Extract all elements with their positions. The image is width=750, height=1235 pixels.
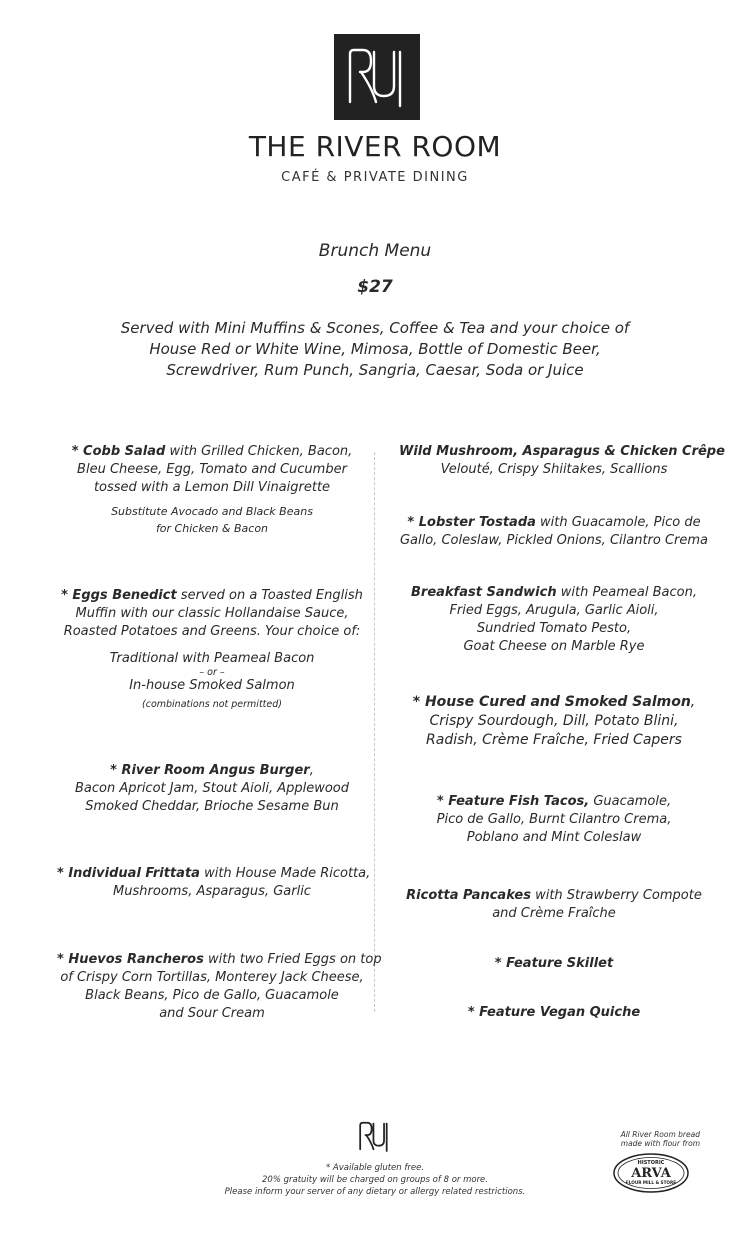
item-desc: with two Fried Eggs on top: [203, 952, 382, 967]
river-room-monogram-icon: [334, 34, 420, 120]
item-desc: of Crispy Corn Tortillas, Monterey Jack Cheese,: [60, 970, 364, 985]
item-name: * Huevos Rancheros: [57, 952, 204, 967]
item-desc: served on a Toasted English: [176, 588, 363, 603]
item-desc: Radish, Crème Fraîche, Fried Capers: [426, 732, 682, 748]
item-desc: Bacon Apricot Jam, Stout Aioli, Applewood: [74, 781, 350, 796]
menu-item-breakfast-sandwich: [399, 584, 709, 656]
item-desc: Gallo, Coleslaw, Pickled Onions, Cilantro Crema: [399, 533, 709, 548]
footer-note: 20% gratuity will be charged on groups of 8 or more.: [262, 1175, 488, 1185]
bread-source-note: [592, 1130, 700, 1148]
menu-item-eggs-benedict: [57, 587, 367, 713]
intro-line: House Red or White Wine, Mimosa, Bottle of Domestic Beer,: [149, 340, 601, 358]
footer-note: * Available gluten free.: [325, 1163, 425, 1173]
menu-item-feature-skillet: [399, 955, 709, 973]
item-desc: Velouté, Crispy Shiitakes, Scallions: [440, 462, 668, 477]
item-desc: Poblano and Mint Coleslaw: [466, 830, 642, 845]
item-option: Traditional with Peameal Bacon: [109, 651, 315, 666]
item-desc: Bleu Cheese, Egg, Tomato and Cucumber: [77, 462, 347, 477]
item-desc: Smoked Cheddar, Brioche Sesame Bun: [85, 799, 339, 814]
menu-item-smoked-salmon: * House Cured and Smoked Salmon, Crispy Sourdough, Dill, Potato Blini, Radish, Crème Fraîche, Fried Capers: [399, 693, 709, 750]
menu-item-cobb-salad: [57, 443, 367, 537]
column-divider: [374, 452, 375, 1012]
badge-sub-text: FLOUR MILL & STORE: [625, 1180, 677, 1185]
item-name: * Lobster Tostada: [407, 515, 536, 530]
item-desc: Fried Eggs, Arugula, Garlic Aioli,: [449, 603, 659, 618]
footer-notes: [200, 1162, 550, 1198]
badge-top-text: HISTORIC: [637, 1160, 665, 1166]
menu-title: Brunch Menu: [318, 241, 432, 261]
item-desc: Mushrooms, Asparagus, Garlic: [113, 884, 311, 899]
bread-note-line: All River Room bread: [620, 1130, 700, 1139]
item-name: * Individual Frittata: [57, 866, 200, 881]
item-name: * Cobb Salad: [71, 444, 166, 459]
intro-line: Screwdriver, Rum Punch, Sangria, Caesar, Soda or Juice: [166, 361, 584, 379]
item-name: * River Room Angus Burger: [110, 763, 310, 778]
item-desc: Goat Cheese on Marble Rye: [463, 639, 645, 654]
menu-item-vegan-quiche: [399, 1004, 709, 1022]
item-note: for Chicken & Bacon: [155, 522, 269, 535]
intro-line: Served with Mini Muffins & Scones, Coffee & Tea and your choice of: [120, 319, 630, 337]
item-desc: with Strawberry Compote: [530, 888, 702, 903]
item-desc: with Guacamole, Pico de: [535, 515, 701, 530]
item-option: In-house Smoked Salmon: [129, 678, 295, 693]
item-desc: with Grilled Chicken, Bacon,: [165, 444, 353, 459]
item-name: * Eggs Benedict: [61, 588, 177, 603]
menu-intro: [100, 318, 650, 381]
item-desc: and Sour Cream: [159, 1006, 265, 1021]
item-note: (combinations not permitted): [142, 699, 282, 710]
badge-name-text: ARVA: [631, 1166, 671, 1181]
bread-note-line: made with flour from: [620, 1139, 700, 1148]
footer-monogram-icon: [354, 1120, 392, 1152]
menu-item-crepe: [399, 443, 725, 479]
menu-item-angus-burger: * River Room Angus Burger, Bacon Apricot Jam, Stout Aioli, Applewood Smoked Cheddar, Brioche Sesame Bun: [57, 762, 367, 816]
item-desc: Roasted Potatoes and Greens. Your choice of:: [63, 624, 361, 639]
item-desc: with Peameal Bacon,: [556, 585, 697, 600]
menu-item-frittata: [57, 865, 371, 901]
item-name: Breakfast Sandwich: [411, 585, 557, 600]
item-desc: Muffin with our classic Hollandaise Sauce,: [75, 606, 349, 621]
menu-item-fish-tacos: [399, 793, 709, 847]
menu-item-lobster-tostada: [399, 514, 709, 550]
item-or: – or –: [199, 667, 225, 678]
item-desc: Black Beans, Pico de Gallo, Guacamole: [85, 988, 339, 1003]
arva-flour-mill-logo: [612, 1152, 690, 1194]
logo: [334, 34, 420, 120]
menu-item-ricotta-pancakes: [399, 887, 709, 923]
item-name: * Feature Skillet: [494, 956, 614, 971]
item-desc: Sundried Tomato Pesto,: [476, 621, 632, 636]
restaurant-name: THE RIVER ROOM: [248, 130, 502, 163]
item-name: * Feature Vegan Quiche: [467, 1005, 641, 1020]
item-name: Ricotta Pancakes: [406, 888, 531, 903]
item-desc: Guacamole,: [589, 794, 672, 809]
item-name: Wild Mushroom, Asparagus & Chicken Crêpe: [399, 444, 725, 459]
item-desc: Crispy Sourdough, Dill, Potato Blini,: [429, 713, 679, 729]
menu-item-huevos-rancheros: [57, 951, 382, 1023]
item-desc: with House Made Ricotta,: [199, 866, 371, 881]
menu-price: $27: [357, 277, 393, 297]
footer-note: Please inform your server of any dietary or allergy related restrictions.: [224, 1187, 526, 1197]
item-desc: and Crème Fraîche: [492, 906, 616, 921]
restaurant-tagline: CAFÉ & PRIVATE DINING: [281, 170, 469, 185]
item-desc: Pico de Gallo, Burnt Cilantro Crema,: [436, 812, 672, 827]
item-name: * House Cured and Smoked Salmon: [412, 694, 691, 710]
item-desc: tossed with a Lemon Dill Vinaigrette: [93, 480, 331, 495]
item-name: * Feature Fish Tacos,: [436, 794, 590, 809]
item-note: Substitute Avocado and Black Beans: [111, 505, 313, 518]
